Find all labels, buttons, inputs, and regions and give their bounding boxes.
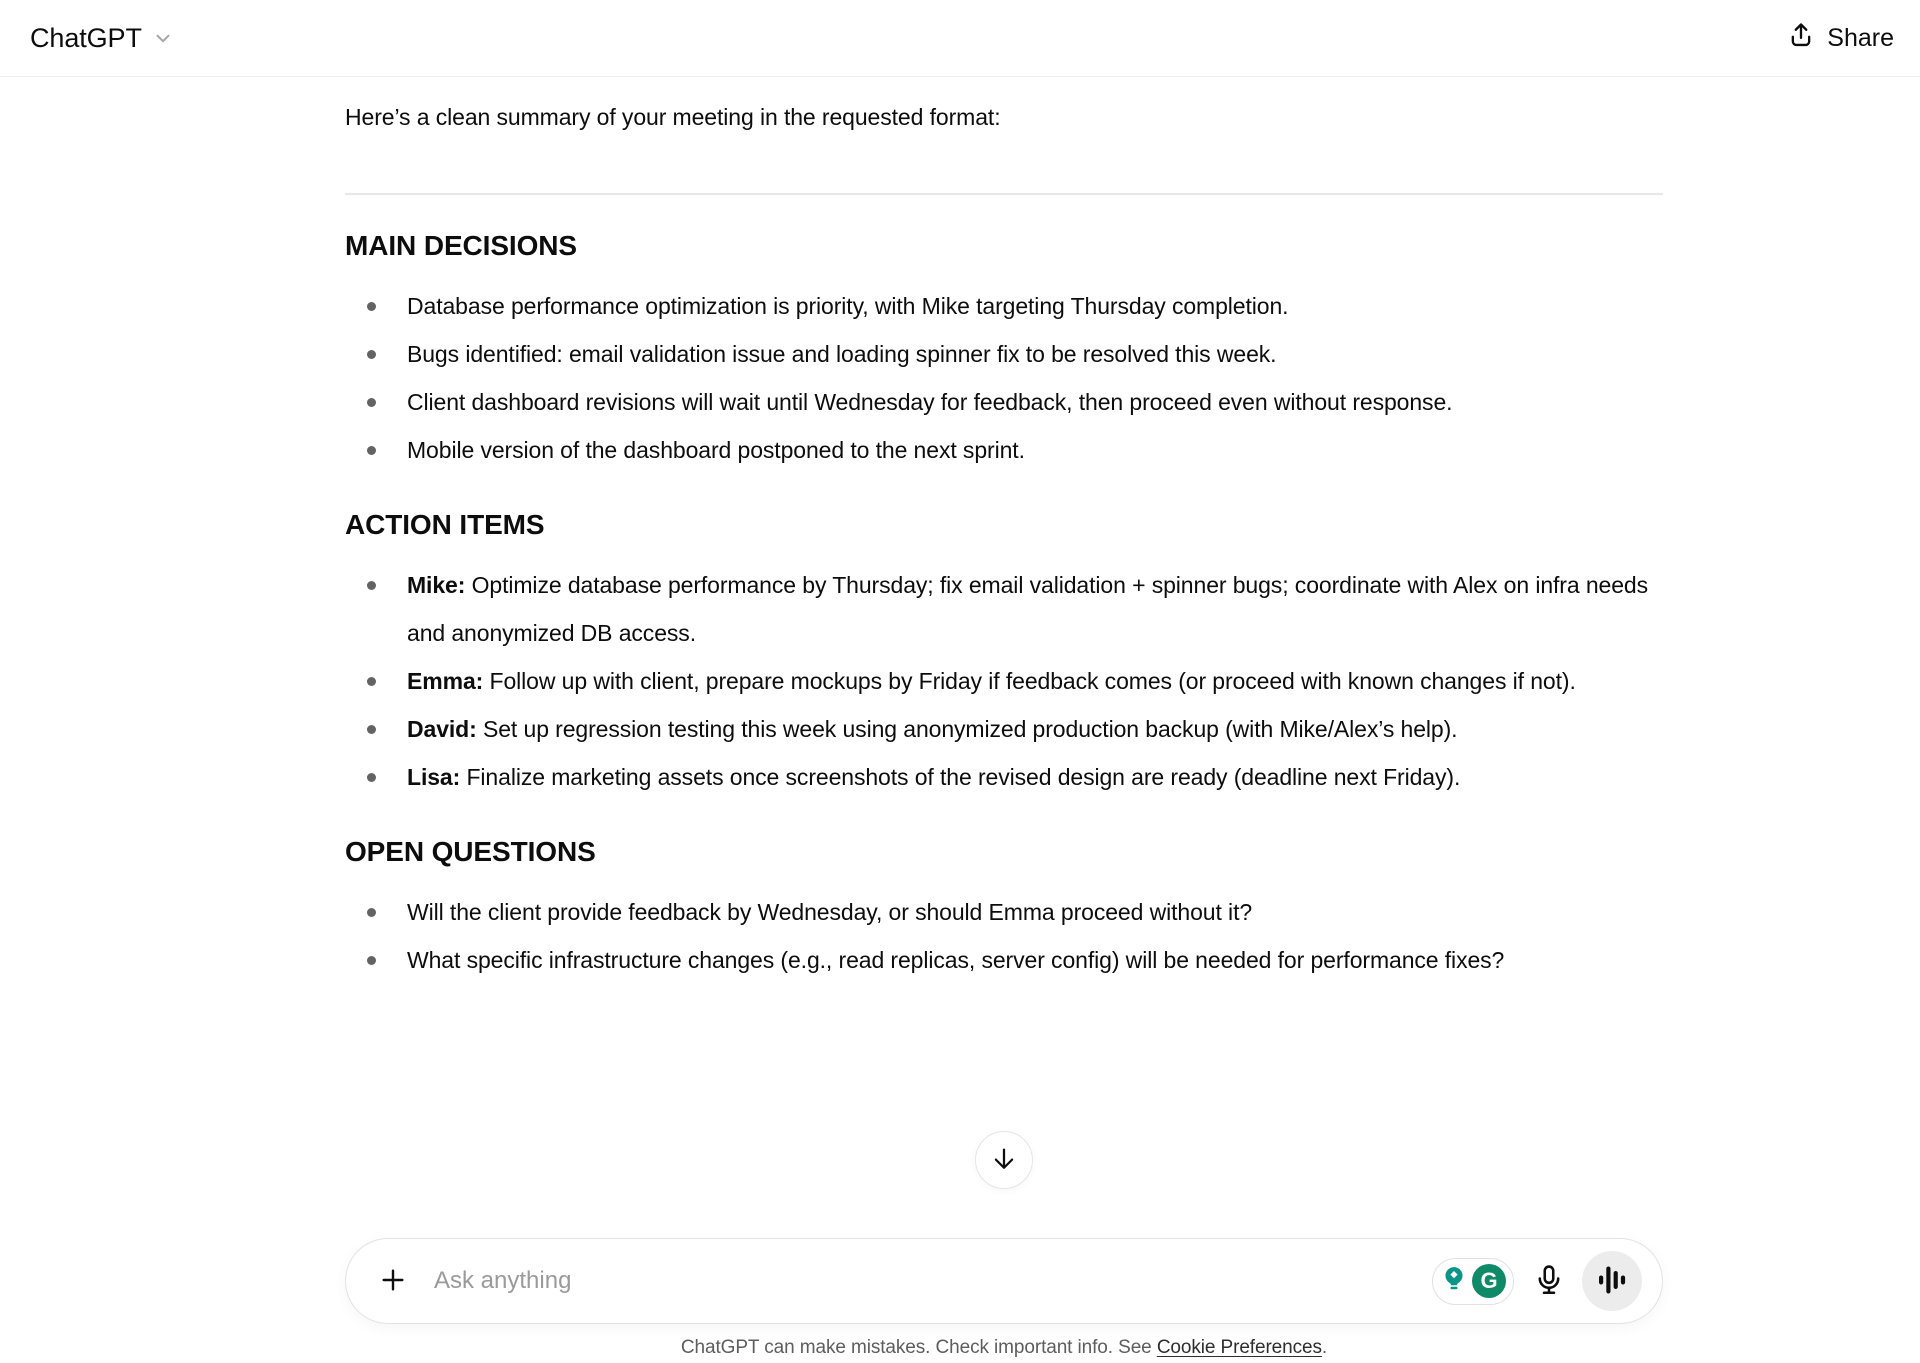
scroll-to-bottom-button[interactable] xyxy=(975,1131,1033,1189)
grammarly-icon: G xyxy=(1472,1264,1506,1298)
assistant-message xyxy=(345,77,1663,984)
section-heading-main-decisions: MAIN DECISIONS xyxy=(345,230,577,261)
list-item: Database performance optimization is priority, with Mike targeting Thursday completion. xyxy=(345,282,1663,330)
disclaimer-text: ChatGPT can make mistakes. Check important info. See xyxy=(680,1337,1157,1358)
list-item: Emma: Follow up with client, prepare mockups by Friday if feedback comes (or proceed with known changes if not). xyxy=(345,657,1663,705)
model-switcher[interactable] xyxy=(30,21,174,56)
microphone-icon xyxy=(1532,1263,1566,1300)
share-button[interactable] xyxy=(1787,21,1894,56)
share-label: Share xyxy=(1827,23,1894,52)
composer-actions xyxy=(1432,1251,1642,1311)
disclaimer-footer xyxy=(345,1337,1663,1359)
list-item: David: Set up regression testing this week using anonymized production backup (with Mike/Alex’s help). xyxy=(345,705,1663,753)
bullet-list-action-items xyxy=(345,561,1663,801)
list-item: Lisa: Finalize marketing assets once screenshots of the revised design are ready (deadline next Friday). xyxy=(345,753,1663,801)
message-input[interactable] xyxy=(434,1267,1432,1295)
attach-button[interactable] xyxy=(376,1264,410,1298)
disclaimer-suffix: . xyxy=(1321,1337,1328,1358)
list-item: Will the client provide feedback by Wednesday, or should Emma proceed without it? xyxy=(345,888,1663,936)
composer xyxy=(345,1238,1663,1324)
app-title: ChatGPT xyxy=(30,22,142,53)
list-item: Bugs identified: email validation issue and loading spinner fix to be resolved this week. xyxy=(345,330,1663,378)
list-item: Mike: Optimize database performance by Thursday; fix email validation + spinner bugs; coordinate with Alex on infra needs and anonymized DB access. xyxy=(345,561,1663,657)
divider xyxy=(345,193,1663,195)
voice-mode-button[interactable] xyxy=(1582,1251,1642,1311)
voice-waveform-icon xyxy=(1594,1262,1630,1301)
top-bar xyxy=(0,0,1920,77)
upload-icon xyxy=(1787,21,1815,56)
bullet-list-open-questions xyxy=(345,888,1663,984)
list-item: Client dashboard revisions will wait until Wednesday for feedback, then proceed even without response. xyxy=(345,378,1663,426)
cookie-preferences-link[interactable]: Cookie Preferences xyxy=(1156,1337,1322,1358)
bullet-list-main-decisions xyxy=(345,282,1663,474)
section-heading-action-items: ACTION ITEMS xyxy=(345,509,545,540)
list-item: Mobile version of the dashboard postponed to the next sprint. xyxy=(345,426,1663,474)
intro-text: Here’s a clean summary of your meeting in the requested format: xyxy=(345,104,1001,130)
chevron-down-icon xyxy=(152,25,174,56)
browser-extension-pill[interactable] xyxy=(1432,1258,1514,1305)
plus-icon xyxy=(377,1264,409,1299)
lightbulb-icon xyxy=(1439,1264,1469,1299)
section-heading-open-questions: OPEN QUESTIONS xyxy=(345,836,596,867)
arrow-down-icon xyxy=(989,1144,1019,1177)
dictate-button[interactable] xyxy=(1532,1263,1566,1300)
list-item: What specific infrastructure changes (e.g., read replicas, server config) will be needed for performance fixes? xyxy=(345,936,1663,984)
